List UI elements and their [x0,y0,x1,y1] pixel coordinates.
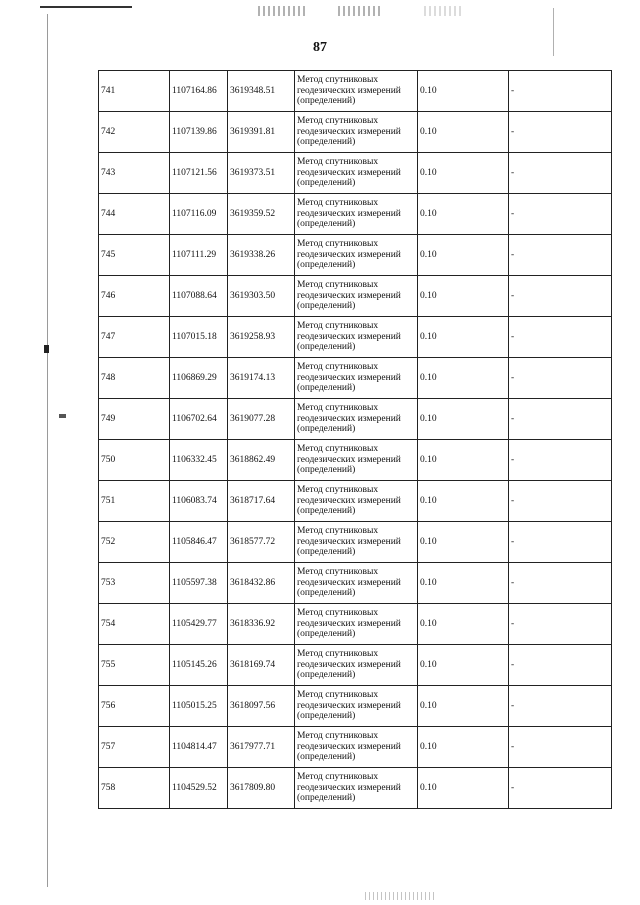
method-line: (определений) [297,793,356,804]
method-line: геодезических измерений [297,249,401,260]
point-number-cell: 753 [99,563,170,604]
table-row [99,481,612,522]
method-line: геодезических измерений [297,290,401,301]
point-number-cell: 758 [99,768,170,809]
x-coordinate-cell: 1105846.47 [170,522,228,563]
table-row [99,112,612,153]
point-number-cell: 741 [99,71,170,112]
scan-noise-top [424,6,464,16]
method-line: Метод спутниковых [297,321,379,332]
point-number-cell: 742 [99,112,170,153]
method-line: геодезических измерений [297,331,401,342]
accuracy-cell: 0.10 [418,686,509,727]
method-line: (определений) [297,260,356,271]
method-line: Метод спутниковых [297,280,379,291]
y-coordinate-cell: 3618432.86 [228,563,295,604]
method-line: Метод спутниковых [297,772,379,783]
method-cell [295,235,418,276]
method-line: геодезических измерений [297,413,401,424]
x-coordinate-cell: 1107139.86 [170,112,228,153]
accuracy-cell: 0.10 [418,768,509,809]
method-line: геодезических измерений [297,372,401,383]
accuracy-cell: 0.10 [418,522,509,563]
method-line: геодезических измерений [297,659,401,670]
accuracy-cell: 0.10 [418,358,509,399]
note-cell: - [509,153,612,194]
method-cell [295,645,418,686]
method-cell [295,686,418,727]
x-coordinate-cell: 1107088.64 [170,276,228,317]
x-coordinate-cell: 1106869.29 [170,358,228,399]
x-coordinate-cell: 1106332.45 [170,440,228,481]
note-cell: - [509,112,612,153]
x-coordinate-cell: 1107164.86 [170,71,228,112]
method-line: (определений) [297,670,356,681]
y-coordinate-cell: 3617809.80 [228,768,295,809]
method-line: геодезических измерений [297,126,401,137]
scan-noise-top [258,6,308,16]
point-number-cell: 747 [99,317,170,358]
method-cell [295,194,418,235]
method-line: геодезических измерений [297,454,401,465]
method-line: геодезических измерений [297,495,401,506]
y-coordinate-cell: 3619391.81 [228,112,295,153]
note-cell: - [509,194,612,235]
table-row [99,645,612,686]
point-number-cell: 746 [99,276,170,317]
accuracy-cell: 0.10 [418,235,509,276]
y-coordinate-cell: 3617977.71 [228,727,295,768]
method-line: Метод спутниковых [297,731,379,742]
method-line: (определений) [297,96,356,107]
table-row [99,727,612,768]
scan-top-left-rule [40,6,132,8]
note-cell: - [509,522,612,563]
method-line: геодезических измерений [297,208,401,219]
table-row [99,276,612,317]
method-line: геодезических измерений [297,577,401,588]
x-coordinate-cell: 1104529.52 [170,768,228,809]
note-cell: - [509,235,612,276]
table-row [99,604,612,645]
x-coordinate-cell: 1105015.25 [170,686,228,727]
method-line: (определений) [297,342,356,353]
method-line: (определений) [297,711,356,722]
method-line: (определений) [297,465,356,476]
accuracy-cell: 0.10 [418,399,509,440]
method-line: Метод спутниковых [297,444,379,455]
method-cell [295,522,418,563]
method-line: Метод спутниковых [297,116,379,127]
note-cell: - [509,645,612,686]
table-row [99,768,612,809]
method-cell [295,276,418,317]
y-coordinate-cell: 3619303.50 [228,276,295,317]
page-number: 87 [313,40,327,55]
point-number-cell: 751 [99,481,170,522]
method-line: геодезических измерений [297,167,401,178]
point-number-cell: 755 [99,645,170,686]
point-number-cell: 743 [99,153,170,194]
note-cell: - [509,399,612,440]
x-coordinate-cell: 1105597.38 [170,563,228,604]
method-cell [295,399,418,440]
note-cell: - [509,563,612,604]
scan-speck [59,414,66,418]
method-line: геодезических измерений [297,536,401,547]
accuracy-cell: 0.10 [418,194,509,235]
point-number-cell: 749 [99,399,170,440]
method-line: (определений) [297,752,356,763]
x-coordinate-cell: 1104814.47 [170,727,228,768]
method-line: (определений) [297,424,356,435]
note-cell: - [509,276,612,317]
note-cell: - [509,71,612,112]
y-coordinate-cell: 3619258.93 [228,317,295,358]
point-number-cell: 745 [99,235,170,276]
note-cell: - [509,604,612,645]
note-cell: - [509,727,612,768]
note-cell: - [509,768,612,809]
scan-noise-bottom [365,892,435,900]
method-line: (определений) [297,588,356,599]
table-row [99,194,612,235]
y-coordinate-cell: 3618097.56 [228,686,295,727]
table-row [99,399,612,440]
point-number-cell: 754 [99,604,170,645]
accuracy-cell: 0.10 [418,276,509,317]
x-coordinate-cell: 1107121.56 [170,153,228,194]
y-coordinate-cell: 3618862.49 [228,440,295,481]
x-coordinate-cell: 1107111.29 [170,235,228,276]
y-coordinate-cell: 3619077.28 [228,399,295,440]
method-line: геодезических измерений [297,741,401,752]
method-line: (определений) [297,506,356,517]
point-number-cell: 748 [99,358,170,399]
method-line: геодезических измерений [297,700,401,711]
accuracy-cell: 0.10 [418,153,509,194]
x-coordinate-cell: 1105145.26 [170,645,228,686]
method-cell [295,112,418,153]
method-cell [295,153,418,194]
method-line: (определений) [297,383,356,394]
method-line: геодезических измерений [297,85,401,96]
method-line: Метод спутниковых [297,157,379,168]
table-row [99,71,612,112]
method-line: Метод спутниковых [297,75,379,86]
accuracy-cell: 0.10 [418,604,509,645]
note-cell: - [509,317,612,358]
method-cell [295,440,418,481]
y-coordinate-cell: 3619373.51 [228,153,295,194]
method-cell [295,563,418,604]
method-line: Метод спутниковых [297,526,379,537]
method-cell [295,604,418,645]
y-coordinate-cell: 3618336.92 [228,604,295,645]
method-line: (определений) [297,629,356,640]
x-coordinate-cell: 1107116.09 [170,194,228,235]
method-line: (определений) [297,301,356,312]
scan-noise-top [338,6,382,16]
accuracy-cell: 0.10 [418,563,509,604]
coordinates-table-body [99,71,612,809]
x-coordinate-cell: 1107015.18 [170,317,228,358]
method-line: Метод спутниковых [297,649,379,660]
y-coordinate-cell: 3618169.74 [228,645,295,686]
accuracy-cell: 0.10 [418,481,509,522]
accuracy-cell: 0.10 [418,727,509,768]
method-line: Метод спутниковых [297,198,379,209]
scan-left-margin-line [47,14,48,887]
method-line: (определений) [297,219,356,230]
method-line: Метод спутниковых [297,239,379,250]
accuracy-cell: 0.10 [418,112,509,153]
method-line: Метод спутниковых [297,690,379,701]
y-coordinate-cell: 3619174.13 [228,358,295,399]
table-row [99,317,612,358]
coordinates-table [98,70,612,809]
method-line: Метод спутниковых [297,608,379,619]
y-coordinate-cell: 3619359.52 [228,194,295,235]
method-line: геодезических измерений [297,782,401,793]
table-row [99,440,612,481]
method-cell [295,317,418,358]
y-coordinate-cell: 3619348.51 [228,71,295,112]
method-line: (определений) [297,547,356,558]
table-row [99,522,612,563]
accuracy-cell: 0.10 [418,317,509,358]
method-cell [295,71,418,112]
point-number-cell: 750 [99,440,170,481]
point-number-cell: 752 [99,522,170,563]
point-number-cell: 756 [99,686,170,727]
x-coordinate-cell: 1106083.74 [170,481,228,522]
accuracy-cell: 0.10 [418,440,509,481]
accuracy-cell: 0.10 [418,645,509,686]
point-number-cell: 744 [99,194,170,235]
method-line: (определений) [297,137,356,148]
x-coordinate-cell: 1106702.64 [170,399,228,440]
method-line: геодезических измерений [297,618,401,629]
x-coordinate-cell: 1105429.77 [170,604,228,645]
method-line: Метод спутниковых [297,362,379,373]
y-coordinate-cell: 3618577.72 [228,522,295,563]
method-line: Метод спутниковых [297,485,379,496]
note-cell: - [509,481,612,522]
table-row [99,358,612,399]
table-row [99,686,612,727]
table-row [99,563,612,604]
method-cell [295,481,418,522]
point-number-cell: 757 [99,727,170,768]
table-row [99,153,612,194]
accuracy-cell: 0.10 [418,71,509,112]
method-line: Метод спутниковых [297,403,379,414]
note-cell: - [509,686,612,727]
method-cell [295,358,418,399]
method-line: (определений) [297,178,356,189]
method-line: Метод спутниковых [297,567,379,578]
note-cell: - [509,440,612,481]
method-cell [295,727,418,768]
scan-speck [44,345,49,353]
y-coordinate-cell: 3619338.26 [228,235,295,276]
table-row [99,235,612,276]
note-cell: - [509,358,612,399]
y-coordinate-cell: 3618717.64 [228,481,295,522]
method-cell [295,768,418,809]
